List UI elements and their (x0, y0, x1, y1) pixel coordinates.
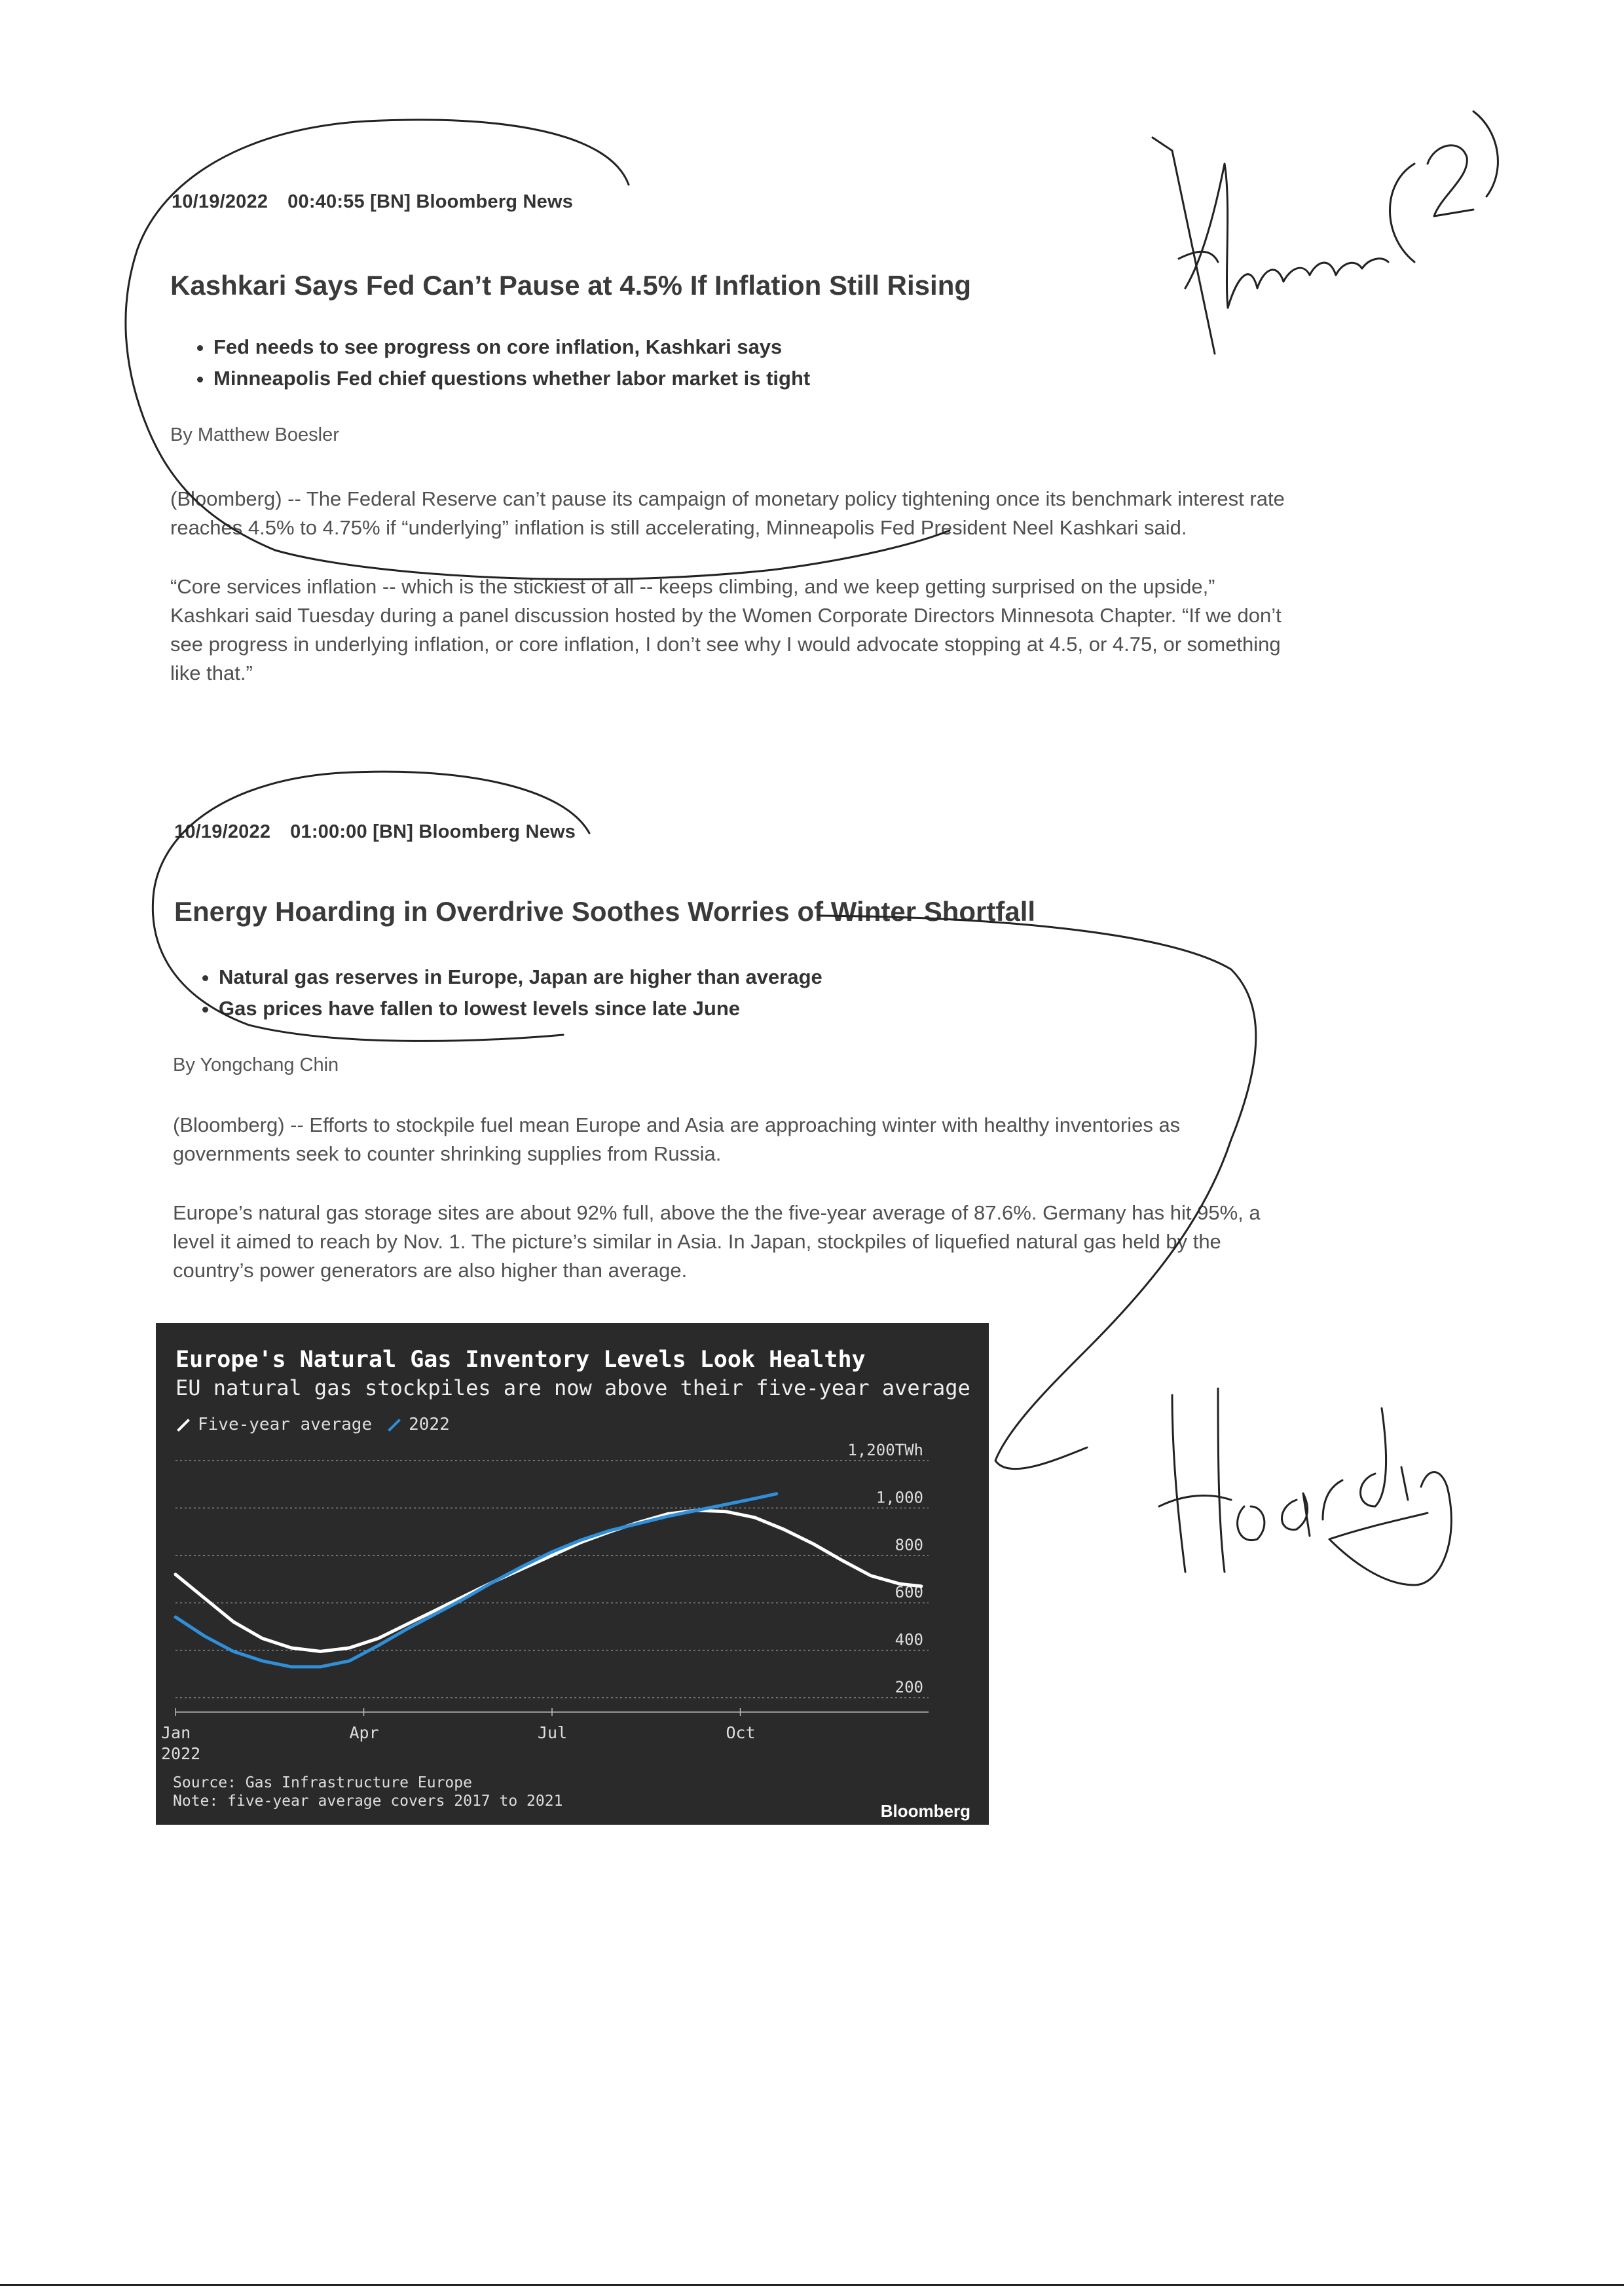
series-line-five-year-average (175, 1510, 921, 1651)
article2-bullet: • Natural gas reserves in Europe, Japan are higher than average (219, 965, 822, 989)
article2-paragraph: (Bloomberg) -- Efforts to stockpile fuel mean Europe and Asia are approaching winter with healthy inventories as governments seek to counter shrinking supplies from Russia. (173, 1113, 1181, 1165)
article1-bullet: • Fed needs to see progress on core inflation, Kashkari says (213, 335, 810, 359)
article2-date: 10/19/2022 (174, 821, 271, 842)
chart-y-tick-label: 1,200TWh (847, 1441, 923, 1459)
chart-y-tick-label: 800 (895, 1535, 923, 1554)
article1-paragraph: (Bloomberg) -- The Federal Reserve can’t pause its campaign of monetary policy tightening once its benchmark interest rate reaches 4.5% to 4.75% if “underlying” inflation is still accelerating, Minneapolis Fed President Neel Kashkari said. (170, 487, 1285, 539)
article2-bullets (155, 965, 822, 1028)
handwriting-hoarding (1159, 1389, 1451, 1585)
legend-label-five-year: Five-year average (198, 1415, 373, 1434)
article1-date: 10/19/2022 (172, 191, 268, 212)
article2-meta (174, 821, 576, 843)
article1-bullets (149, 335, 810, 398)
chart-subtitle: EU natural gas stockpiles are now above their five-year average (175, 1375, 970, 1400)
chart-y-tick-label: 600 (895, 1583, 923, 1602)
chart-x-tick-label: Apr (349, 1723, 379, 1742)
article1-byline: By Matthew Boesler (170, 424, 339, 445)
chart-plot (156, 1323, 989, 1825)
article1-body (170, 485, 1297, 688)
article1-headline: Kashkari Says Fed Can’t Pause at 4.5% If Inflation Still Rising (170, 270, 972, 301)
chart-y-tick-label: 400 (895, 1630, 923, 1649)
chart-y-tick-label: 200 (895, 1678, 923, 1696)
chart-title: Europe's Natural Gas Inventory Levels Look Healthy (175, 1347, 866, 1373)
chart-x-tick-label: Jan (161, 1723, 191, 1742)
page-bottom-rule (0, 2284, 1624, 2286)
article1-meta (172, 191, 573, 213)
chart-x-tick-label: Oct (726, 1723, 756, 1742)
article2-body (173, 1111, 1299, 1285)
article1-time-source: 00:40:55 [BN] Bloomberg News (287, 191, 574, 212)
article2-headline: Energy Hoarding in Overdrive Soothes Worries of Winter Shortfall (174, 896, 1036, 927)
chart-note: Note: five-year average covers 2017 to 2021 (173, 1793, 563, 1810)
article2-paragraph: Europe’s natural gas storage sites are about 92% full, above the the five-year average of 87.6%. Germany has hit 95%, a level it aimed to reach by Nov. 1. The picture’s similar in Asia. In Japan, stockpiles of liquefied natural gas held by the country’s power generators are also higher than average. (173, 1201, 1261, 1282)
chart-source: Source: Gas Infrastructure Europe (173, 1774, 472, 1791)
article2-byline: By Yongchang Chin (173, 1054, 339, 1075)
gas-inventory-chart (156, 1323, 989, 1825)
chart-y-tick-label: 1,000 (876, 1488, 923, 1507)
article2-time-source: 01:00:00 [BN] Bloomberg News (290, 821, 576, 842)
article2-bullet: • Gas prices have fallen to lowest levels since late June (219, 997, 822, 1020)
article1-paragraph: “Core services inflation -- which is the stickiest of all -- keeps climbing, and we keep getting surprised on the upside,” Kashkari said Tuesday during a panel discussion hosted by the Women Corporate Directors Minnesota Chapter. “If we don’t see progress in underlying inflation, or core inflation, I don’t see why I would advocate stopping at 4.5, or 4.75, or something like that.” (170, 575, 1282, 684)
handwriting-hmmm (1153, 111, 1498, 354)
article1-bullet: • Minneapolis Fed chief questions whether labor market is tight (213, 367, 810, 390)
chart-x-tick-label: 2022 (161, 1744, 201, 1763)
legend-label-2022: 2022 (409, 1415, 450, 1434)
bloomberg-logo: Bloomberg (880, 1801, 970, 1821)
chart-x-tick-label: Jul (538, 1723, 568, 1742)
chart-source-note (173, 1774, 563, 1810)
